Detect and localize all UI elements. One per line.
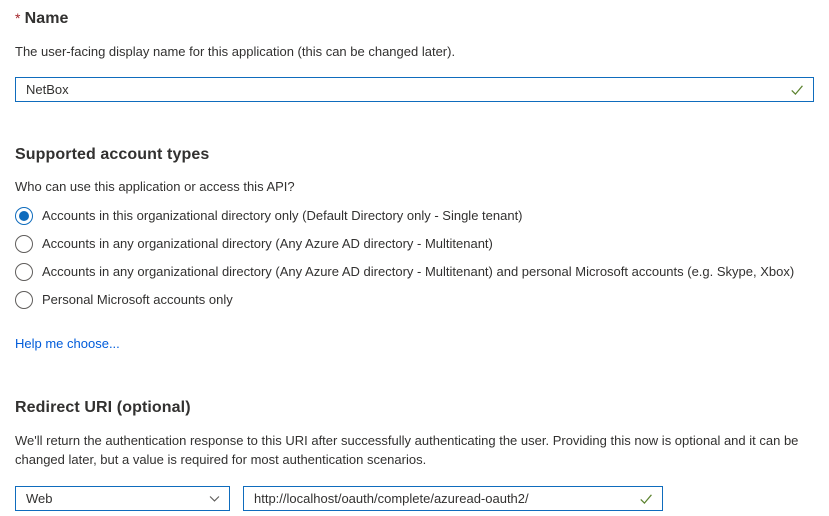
radio-button-icon[interactable] [15,235,33,253]
radio-option-multitenant-personal[interactable] [15,263,814,281]
redirect-uri-row [15,486,814,511]
account-types-radio-group [15,207,814,309]
help-me-choose-link[interactable]: Help me choose... [15,336,120,351]
name-input-field[interactable] [15,77,814,102]
redirect-uri-input-field[interactable] [243,486,663,511]
platform-dropdown[interactable] [15,486,230,511]
name-heading-label: Name [24,10,69,27]
name-helper-text: The user-facing display name for this application (this can be changed later). [15,44,456,59]
radio-option-label: Accounts in any organizational directory (Any Azure AD directory - Multitenant) and personal Microsoft accounts (e.g. Skype, Xbox) [42,264,795,279]
radio-button-icon[interactable] [15,291,33,309]
redirect-uri-heading: Redirect URI (optional) [15,399,191,416]
required-asterisk: * [15,10,21,26]
name-section-heading [15,10,814,28]
platform-dropdown-value: Web [26,491,53,506]
radio-button-icon[interactable] [15,263,33,281]
redirect-uri-input[interactable] [254,491,639,506]
radio-option-label: Accounts in any organizational directory (Any Azure AD directory - Multitenant) [42,236,493,251]
radio-option-multitenant[interactable] [15,235,814,253]
radio-option-single-tenant[interactable] [15,207,814,225]
account-types-question: Who can use this application or access this API? [15,179,295,194]
radio-option-label: Accounts in this organizational directory only (Default Directory only - Single tenant) [42,208,523,223]
name-input[interactable] [26,82,790,97]
radio-button-icon[interactable] [15,207,33,225]
account-types-heading: Supported account types [15,146,210,163]
valid-check-icon [790,83,804,97]
chevron-down-icon [208,492,221,505]
radio-option-personal-only[interactable] [15,291,814,309]
radio-option-label: Personal Microsoft accounts only [42,292,233,307]
valid-check-icon [639,492,653,506]
redirect-uri-helper-text: We'll return the authentication response to this URI after successfully authenticating the user. Providing this now is optional and it can be changed later, but a value is required for most authentication scenarios. [15,433,799,467]
